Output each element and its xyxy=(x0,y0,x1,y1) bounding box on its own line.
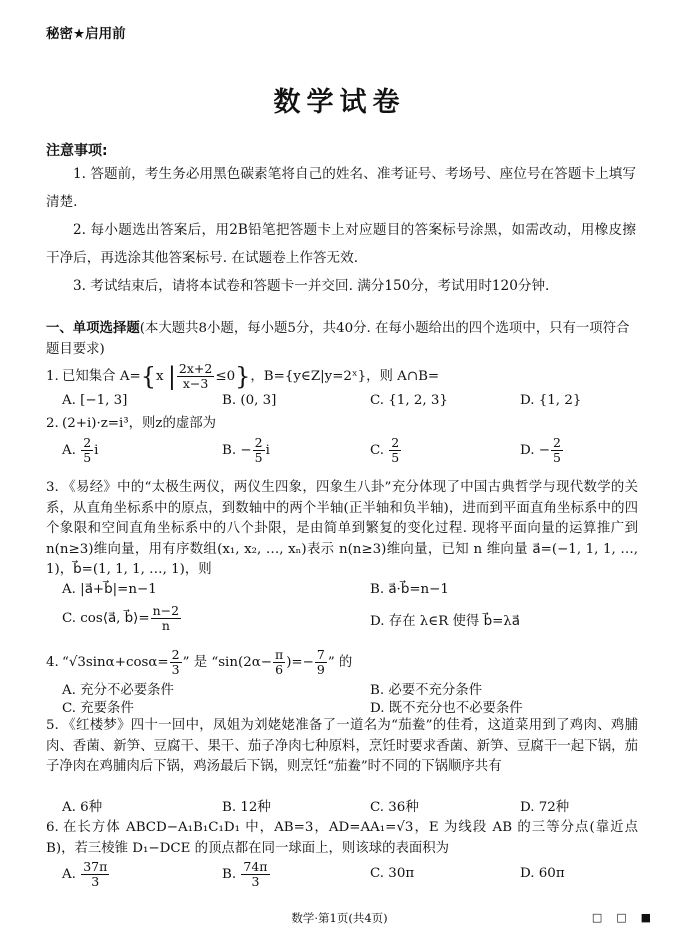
page-footer: 数学·第1页(共4页) xyxy=(291,911,388,925)
question-number: 6. xyxy=(46,820,59,835)
question-3 xyxy=(46,478,638,581)
notes-heading: 注意事项: xyxy=(46,143,108,159)
q1-pre: 已知集合 A= xyxy=(62,369,141,384)
q1-fraction: $\frac{2x+2}{x-3}$ xyxy=(178,361,213,391)
q2-option-c: C. $\frac{2}{5}$ xyxy=(370,435,400,465)
q5-option-a: A. 6种 xyxy=(62,800,103,815)
question-number: 3. xyxy=(46,480,59,495)
q1-post: ，B={y∈Z|y=2ˣ}，则 A∩B= xyxy=(250,369,440,384)
q6-option-d: D. 60π xyxy=(520,866,565,881)
secret-label: 秘密★启用前 xyxy=(46,26,126,42)
q6-option-a: A. $\frac{37\pi}{3}$ xyxy=(62,859,108,889)
q1-option-b: B. (0, 3] xyxy=(222,393,277,408)
q4-option-c: C. 充要条件 xyxy=(62,701,134,716)
q5-option-b: B. 12种 xyxy=(222,800,271,815)
q5-option-c: C. 36种 xyxy=(370,800,419,815)
q1-option-c: C. {1, 2, 3} xyxy=(370,393,448,408)
question-number: 5. xyxy=(46,718,59,733)
section-heading xyxy=(46,318,636,360)
q4-option-a: A. 充分不必要条件 xyxy=(62,683,174,698)
question-number: 1. xyxy=(46,369,59,384)
q2-option-d: D. − $\frac{2}{5}$ xyxy=(520,435,561,465)
section-title: 一、单项选择题 xyxy=(46,321,140,336)
q3-option-c: C. cos⟨a⃗, b⃗⟩= $\frac{n-2}{n}$ xyxy=(62,603,180,633)
q5-stem: 《红楼梦》四十一回中，凤姐为刘姥姥准备了一道名为“茄鲞”的佳肴，这道菜用到了鸡肉、鸡脯肉、香菌、新笋、豆腐干、果干、茄子净肉七种原料，烹饪时要求香菌、新笋、豆腐干一起下锅，茄子净肉在鸡脯肉后下锅，鸡汤最后下锅，则烹饪“茄鲞”时不同的下锅顺序共有 xyxy=(46,718,638,774)
q6-stem: 在长方体 ABCD−A₁B₁C₁D₁ 中，AB=3，AD=AA₁=√3，E 为线段 AB 的三等分点(靠近点 B)，若三棱锥 D₁−DCE 的顶点都在同一球面上，则该球的表面积为 xyxy=(46,820,638,856)
question-number: 2. xyxy=(46,416,59,431)
q6-option-b: B. $\frac{74\pi}{3}$ xyxy=(222,859,268,889)
q3-option-a: A. |a⃗+b⃗|=n−1 xyxy=(62,582,157,597)
note-item-2: 2. 每小题选出答案后，用2B铅笔把答题卡上对应题目的答案标号涂黑，如需改动，用橡皮擦干净后，再选涂其他答案标号. 在试题卷上作答无效. xyxy=(46,222,636,266)
question-1: 1. 已知集合 A={x | $\frac{2x+2}{x-3}$ ≤0}，B={y∈Z|y=2ˣ}，则 A∩B= xyxy=(46,361,440,391)
question-5 xyxy=(46,716,638,778)
q1-option-d: D. {1, 2} xyxy=(520,393,582,408)
q2-option-a: A. $\frac{2}{5}$ i xyxy=(62,435,99,465)
q3-option-b: B. a⃗·b⃗=n−1 xyxy=(370,582,449,597)
question-number: 4. xyxy=(46,655,59,670)
q2-option-b: B. − $\frac{2}{5}$ i xyxy=(222,435,270,465)
q3-option-d: D. 存在 λ∈R 使得 b⃗=λa⃗ xyxy=(370,614,520,629)
note-item-1: 1. 答题前，考生务必用黑色碳素笔将自己的姓名、准考证号、考场号、座位号在答题卡上填写清楚. xyxy=(46,166,636,210)
q5-option-d: D. 72种 xyxy=(520,800,570,815)
q1-option-a: A. [−1, 3] xyxy=(62,393,128,408)
question-4: 4. “√3sinα+cosα= $\frac{2}{3}$ ” 是 “sin(2α− $\frac{\pi}{6}$ )=− $\frac{7}{9}$ ” 的 xyxy=(46,647,353,677)
question-6 xyxy=(46,818,638,859)
q3-stem: 《易经》中的“太极生两仪，两仪生四象，四象生八卦”充分体现了中国古典哲学与现代数学的关系，从直角坐标系中的原点，到数轴中的两个半轴(正半轴和负半轴)，进而到平面直角坐标系中的四个象限和空间直角坐标系中的八个卦限，是由简单到繁复的变化过程. 现将平面向量的运算推广到 n(n≥3)维向量，用有序数组(x₁, x₂, …, xₙ)表示 n(n≥3)维向量，已知 n 维向量 a⃗=(−1, 1, 1, …, 1)，b⃗=(1, 1, 1, …, 1)，则 xyxy=(46,480,638,577)
page-marks: □□■ xyxy=(591,911,665,924)
q2-stem: (2+i)·z=i³，则z的虚部为 xyxy=(62,416,217,431)
note-item-3: 3. 考试结束后，请将本试卷和答题卡一并交回. 满分150分，考试用时120分钟. xyxy=(73,278,550,294)
q6-option-c: C. 30π xyxy=(370,866,415,881)
page-title: 数学试卷 xyxy=(273,87,406,118)
question-2 xyxy=(46,414,638,435)
q4-option-d: D. 既不充分也不必要条件 xyxy=(370,701,523,716)
q4-option-b: B. 必要不充分条件 xyxy=(370,683,483,698)
section-desc: (本大题共8小题，每小题5分，共40分. 在每小题给出的四个选项中，只有一项符合题目要求) xyxy=(46,321,630,357)
